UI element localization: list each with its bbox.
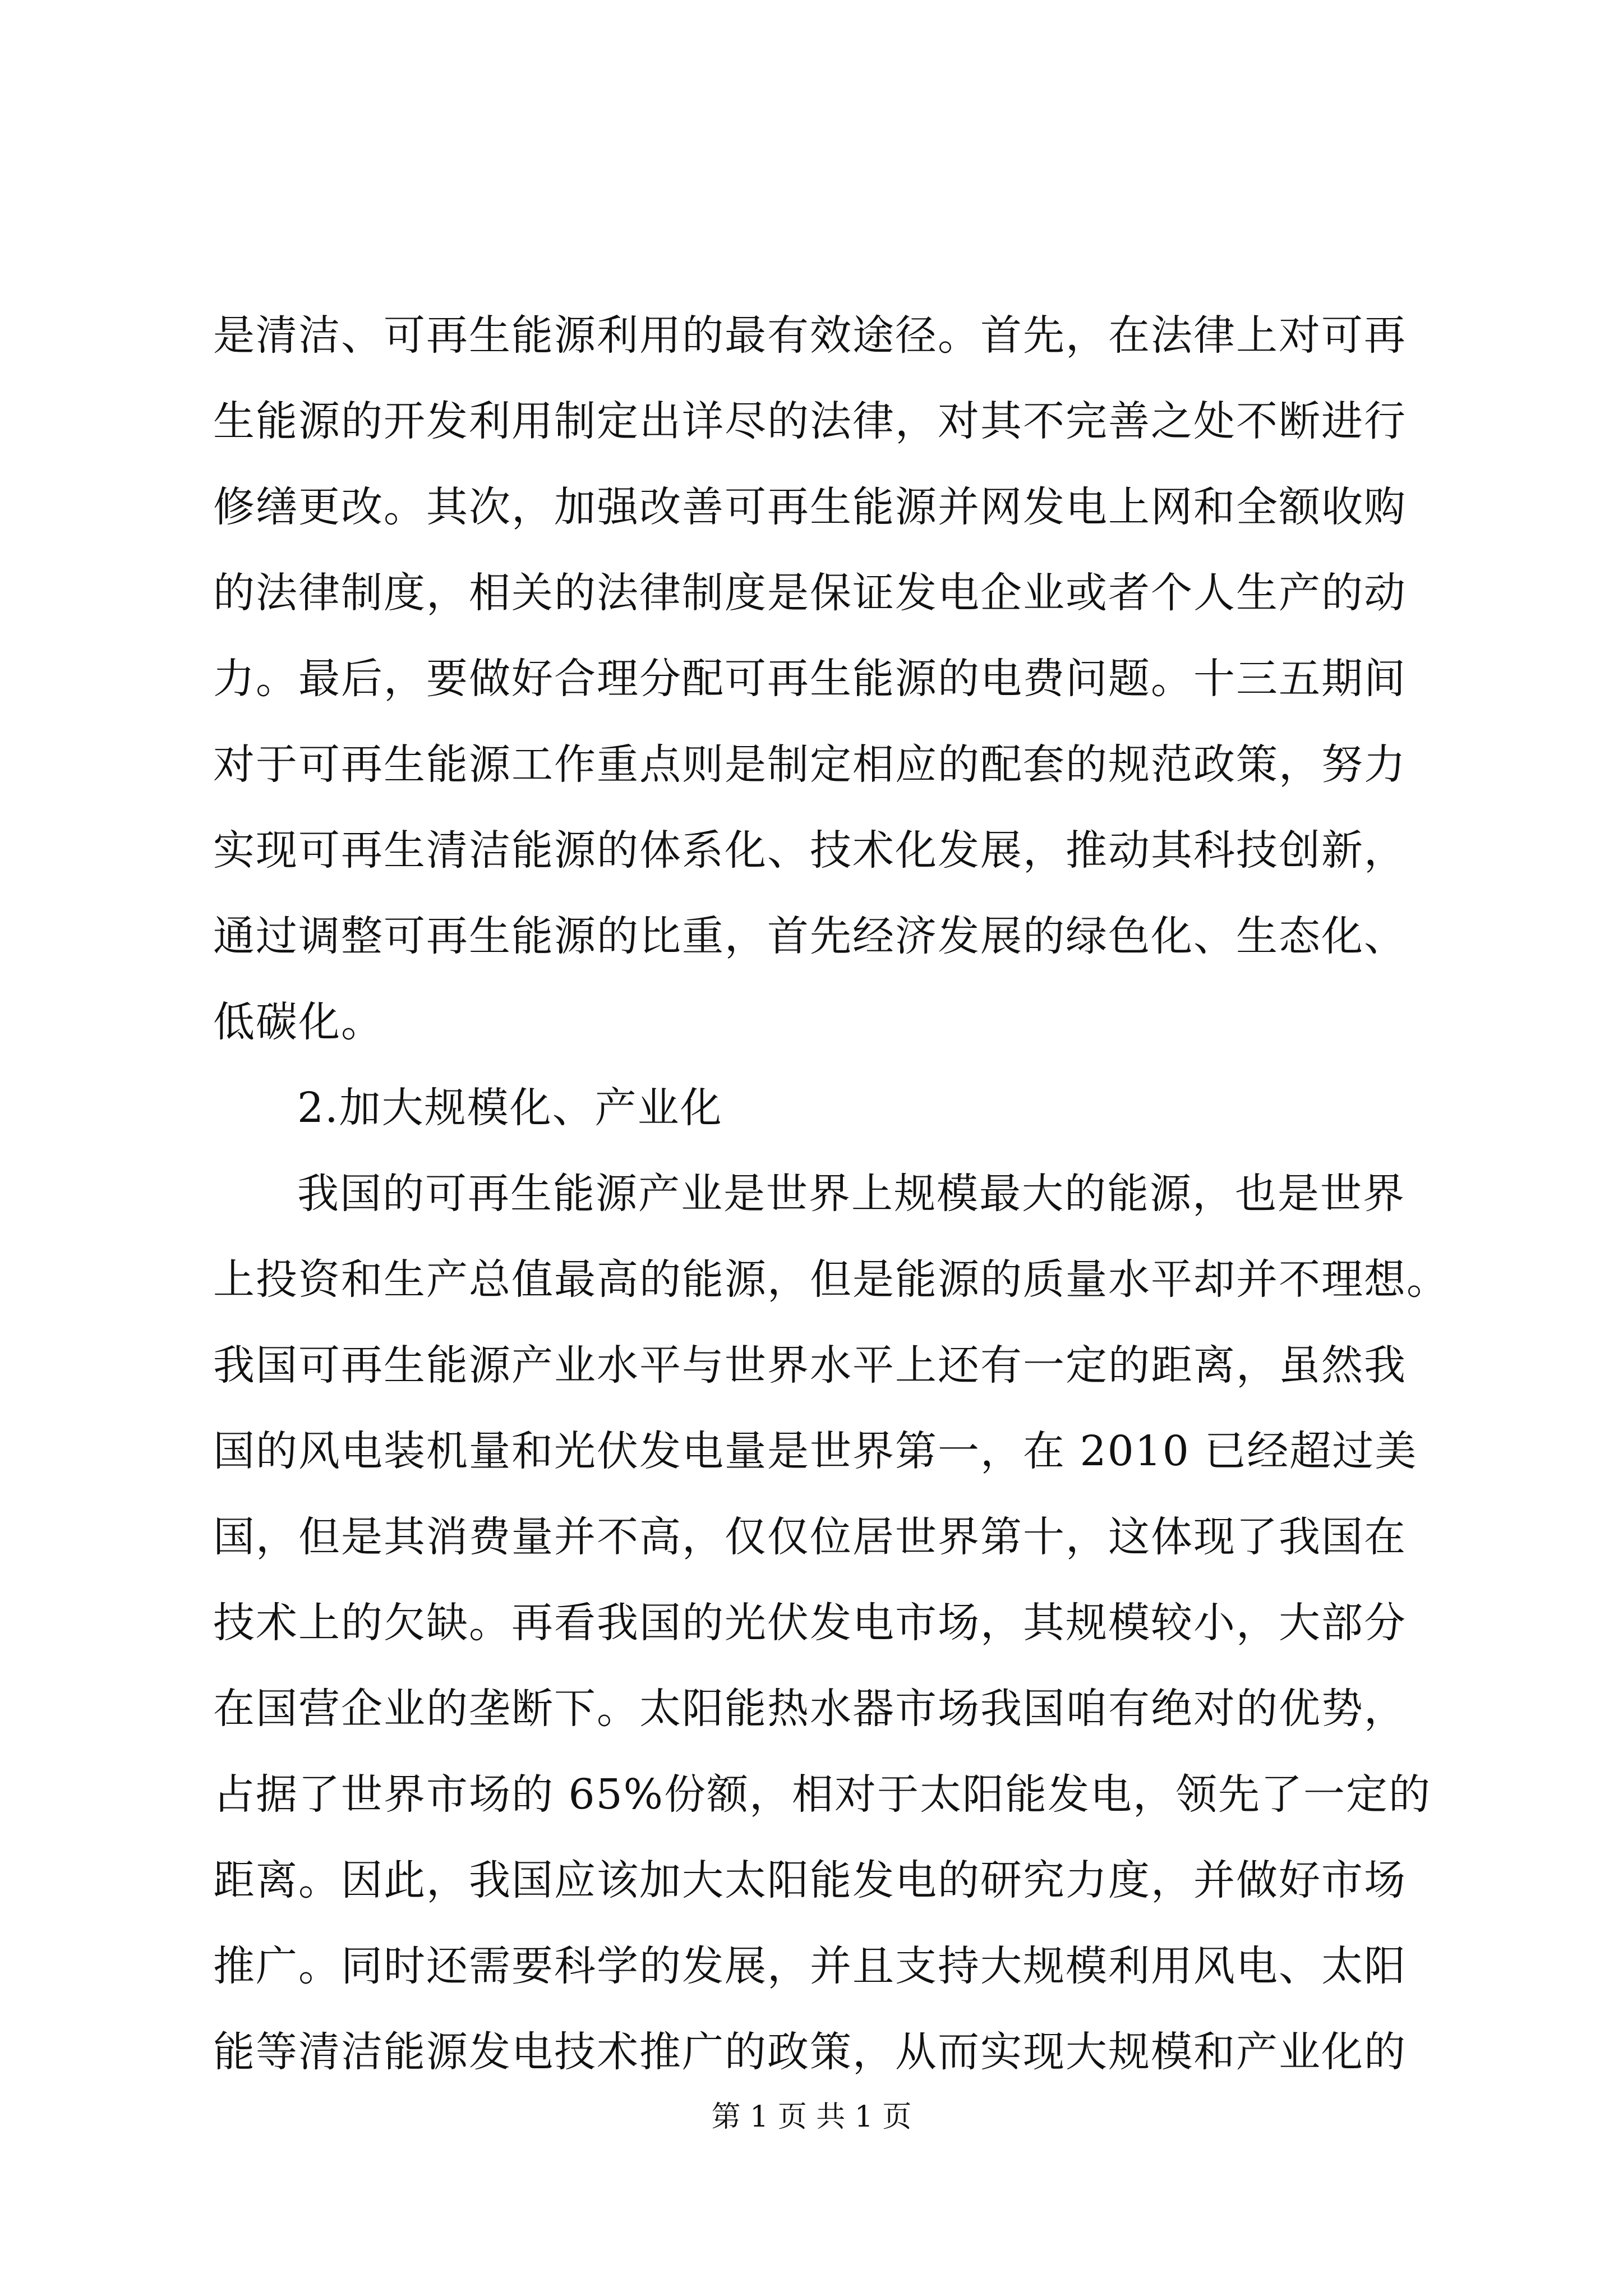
text-line: 是清洁、可再生能源利用的最有效途径。首先，在法律上对可再 [213,311,1407,360]
text-line: 我国的可再生能源产业是世界上规模最大的能源，也是世界 [297,1170,1405,1218]
text-line: 通过调整可再生能源的比重，首先经济发展的绿色化、生态化、 [213,912,1407,960]
text-line: 力。最后，要做好合理分配可再生能源的电费问题。十三五期间 [213,655,1407,703]
text-line: 低碳化。 [213,998,384,1046]
text-line: 对于可再生能源工作重点则是制定相应的配套的规范政策，努力 [213,740,1407,789]
text-line: 的法律制度，相关的法律制度是保证发电企业或者个人生产的动 [213,569,1407,617]
text-line: 技术上的欠缺。再看我国的光伏发电市场，其规模较小，大部分 [213,1599,1407,1647]
text-line: 上投资和生产总值最高的能源，但是能源的质量水平却并不理想。 [213,1255,1449,1304]
text-line: 生能源的开发利用制定出详尽的法律，对其不完善之处不断进行 [213,397,1407,445]
text-line: 推广。同时还需要科学的发展，并且支持大规模利用风电、太阳 [213,1942,1407,1990]
text-line: 距离。因此，我国应该加大太阳能发电的研究力度，并做好市场 [213,1856,1407,1904]
text-line: 国的风电装机量和光伏发电量是世界第一，在 2010 已经超过美 [213,1427,1418,1475]
text-line: 国，但是其消费量并不高，仅仅位居世界第十，这体现了我国在 [213,1513,1407,1561]
text-line: 能等清洁能源发电技术推广的政策，从而实现大规模和产业化的 [213,2028,1407,2076]
text-line: 实现可再生清洁能源的体系化、技术化发展，推动其科技创新， [213,826,1407,875]
text-line: 在国营企业的垄断下。太阳能热水器市场我国咱有绝对的优势， [213,1685,1407,1733]
text-line: 我国可再生能源产业水平与世界水平上还有一定的距离，虽然我 [213,1341,1407,1389]
text-line: 修缮更改。其次，加强改善可再生能源并网发电上网和全额收购 [213,483,1407,531]
text-line: 占据了世界市场的 65%份额，相对于太阳能发电，领先了一定的 [213,1770,1431,1819]
page-footer: 第 1 页 共 1 页 [711,2100,912,2134]
section-heading: 2.加大规模化、产业化 [297,1084,723,1132]
